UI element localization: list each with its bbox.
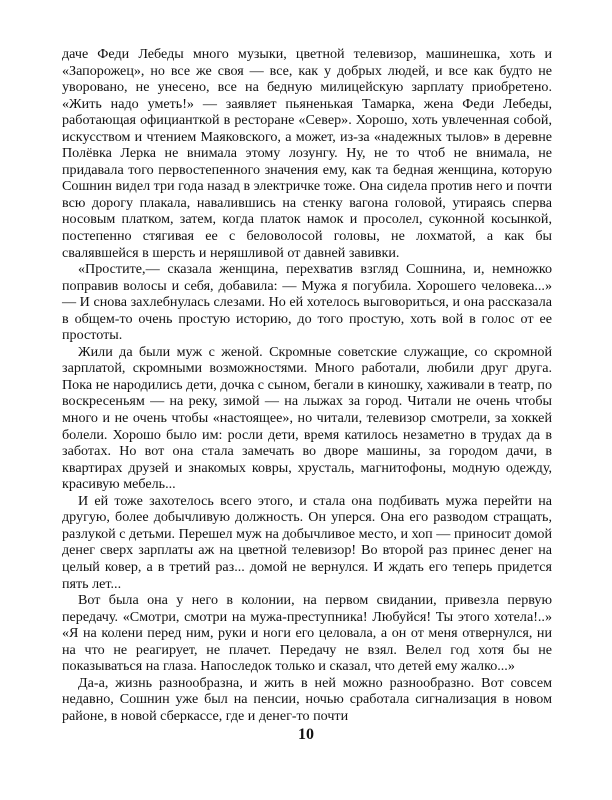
page-number: 10 [298, 726, 314, 743]
book-page [62, 46, 552, 724]
paragraph-2: «Простите,— сказала женщина, перехватив взгляд Сошнина, и, немножко поправив волосы и себя, добавила: — Мужа я погубила. Хорошего человека...» — И снова захлебнулась слезами. Но ей хотелось выговориться, и она рассказала в общем-то очень простую историю, до того простую, хоть вой в голос от ее простоты. [62, 261, 552, 344]
paragraph-1: даче Феди Лебеды много музыки, цветной телевизор, машинешка, хоть и «Запорожец», но все же своя — все, как у добрых людей, и все как будто не уворовано, не унесено, все на бедную милицейскую зарплату приобретено. «Жить надо уметь!» — заявляет пьяненькая Тамарка, жена Феди Лебеды, работающая официанткой в ресторане «Север». Хорошо, хоть увлеченная собой, искусством и чтением Маяковского, а может, из-за «надежных тылов» в деревне Полёвка Лерка не внимала этому лозунгу. Ну, не то чтоб не внимала, не придавала того первостепенного значения ему, как та бедная женщина, которую Сошнин видел три года назад в электричке тоже. Она сидела против него и почти всю дорогу плакала, навалившись на стенку вагона головой, утираясь сперва носовым платком, затем, когда платок намок и просолел, суконной косынкой, постепенно стягивая ее с беловолосой головы, не лохматой, а как бы свалявшейся в шерсть и неряшливой от давней завивки. [62, 46, 552, 261]
paragraph-5: Вот была она у него в колонии, на первом свидании, привезла первую передачу. «Смотри, смотри на мужа-преступника! Любуйся! Ты этого хотела!..» «Я на колени перед ним, руки и ноги его целовала, а он от меня отвернулся, ни на что не реагирует, не плачет. Передачу не взял. Велел год хотя бы не показываться на глаза. Напоследок только и сказал, что детей ему жалко...» [62, 592, 552, 675]
paragraph-4: И ей тоже захотелось всего этого, и стала она подбивать мужа перейти на другую, более добычливую должность. Он уперся. Она его разводом стращать, разлукой с детьми. Перешел муж на добычливое место, и хоп — приносит домой денег сверх зарплаты аж на цветной телевизор! Во второй раз принес денег на целый ковер, а в третий раз... домой не вернулся. И ждать его теперь придется пять лет... [62, 492, 552, 592]
paragraph-6: Да-а, жизнь разнообразна, и жить в ней можно разнообразно. Вот совсем недавно, Сошнин уже был на пенсии, ночью сработала сигнализация в новом районе, в новой сберкассе, где и денег-то почти [62, 674, 552, 724]
paragraph-3: Жили да были муж с женой. Скромные советские служащие, со скромной зарплатой, скромными возможностями. Много работали, любили друг друга. Пока не народились дети, дочка с сыном, бегали в киношку, хаживали в театр, по воскресеньям — на реку, зимой — на лыжах за город. Читали не очень чтобы много и не очень чтобы «настоящее», но читали, телевизор смотрели, за хоккей болели. Хорошо было им: росли дети, время катилось незаметно в трудах да в заботах. Но вот она стала замечать во дворе машины, за городом дачи, в квартирах друзей и знакомых ковры, хрусталь, магнитофоны, модную одежду, красивую мебель... [62, 343, 552, 493]
